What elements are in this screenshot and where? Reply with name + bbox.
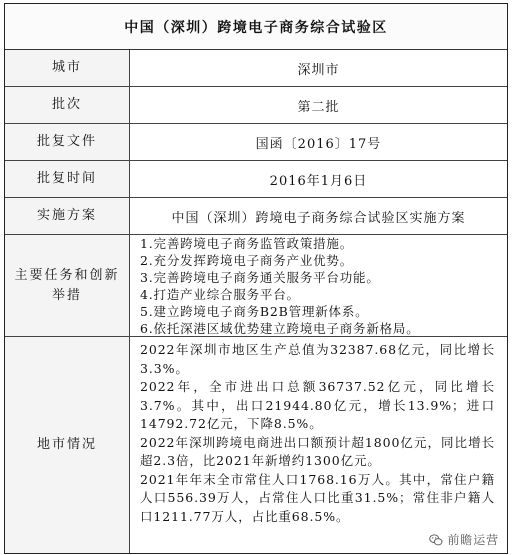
list-item: 6.依托深港区域优势建立跨境电子商务新格局。 <box>140 320 420 336</box>
row-label-plan: 实施方案 <box>5 198 130 235</box>
row-value-approval-date: 2016年1月6日 <box>130 161 507 198</box>
list-item: 1.完善跨境电子商务监管政策措施。 <box>140 235 354 251</box>
row-label-approval-doc: 批复文件 <box>5 124 130 161</box>
table-title: 中国（深圳）跨境电子商务综合试验区 <box>5 4 507 50</box>
local-paragraph: 2022年，全市进出口总额36737.52亿元，同比增长3.7%。其中，出口21944.80亿元，增长13.9%；进口14792.72亿元，下降8.5%。 <box>140 379 495 431</box>
row-label-approval-date: 批复时间 <box>5 161 130 198</box>
watermark-text: 前瞻运营 <box>447 532 499 547</box>
list-item: 5.建立跨境电子商务B2B管理新体系。 <box>140 303 369 319</box>
local-paragraph: 2021年年末全市常住人口1768.16万人。其中，常住户籍人口556.39万人，占常住人口比重31.5%；常住非户籍人口1211.77万人，占比重68.5%。 <box>140 471 495 524</box>
row-label-tasks: 主要任务和创新举措 <box>5 235 130 337</box>
row-value-approval-doc: 国函〔2016〕17号 <box>130 124 507 161</box>
tasks-list <box>130 235 507 337</box>
row-label-city: 城市 <box>5 50 130 87</box>
row-value-batch: 第二批 <box>130 87 507 124</box>
list-item: 2.充分发挥跨境电子商务产业优势。 <box>140 252 354 268</box>
list-item: 3.完善跨境电子商务通关服务平台功能。 <box>140 269 380 285</box>
local-paragraph: 2022年深圳市地区生产总值为32387.68亿元，同比增长3.3%。 <box>140 342 495 376</box>
row-label-batch: 批次 <box>5 87 130 124</box>
wechat-logo-icon <box>429 533 443 547</box>
row-value-plan: 中国（深圳）跨境电子商务综合试验区实施方案 <box>130 198 507 235</box>
watermark <box>425 530 503 551</box>
row-value-city: 深圳市 <box>130 50 507 87</box>
info-table <box>4 3 508 554</box>
row-label-local: 地市情况 <box>5 337 130 553</box>
local-paragraph: 2022年深圳跨境电商进出口额预计超1800亿元，同比增长超2.3倍，比2021年新增约1300亿元。 <box>140 434 495 468</box>
list-item: 4.打造产业综合服务平台。 <box>140 286 300 302</box>
local-info <box>130 337 507 553</box>
